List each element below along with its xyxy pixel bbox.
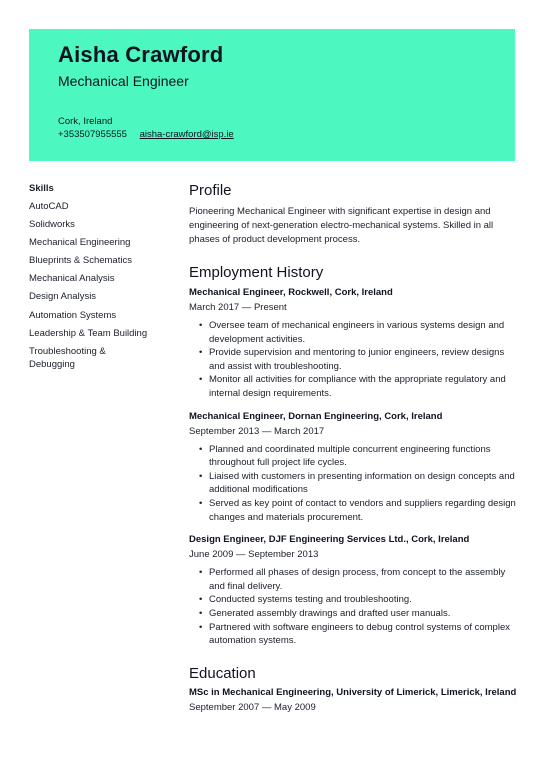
email-link[interactable]: aisha-crawford@isp.ie — [139, 129, 234, 140]
skill-item: Automation Systems — [29, 309, 117, 321]
candidate-name: Aisha Crawford — [58, 42, 224, 67]
job-dates: September 2013 — March 2017 — [189, 425, 325, 437]
bullet-item: • Oversee team of mechanical engineers in various systems design and development activities. — [209, 319, 519, 346]
skill-item: Leadership & Team Building — [29, 327, 148, 339]
bullet-item: • Planned and coordinated multiple concurrent engineering functions throughout full project life cycles. — [209, 443, 519, 470]
bullet-item: • Generated assembly drawings and drafted user manuals. — [209, 607, 519, 621]
job-title: Mechanical Engineer, Rockwell, Cork, Ireland — [189, 287, 393, 298]
profile-heading: Profile — [189, 182, 232, 199]
location: Cork, Ireland — [58, 116, 113, 127]
resume-header — [29, 29, 515, 161]
bullet-item: • Monitor all activities for compliance with the appropriate regulatory and internal design requirements. — [209, 373, 519, 400]
skill-item: Blueprints & Schematics — [29, 255, 132, 267]
job-title: Mechanical Engineer, Dornan Engineering, Cork, Ireland — [189, 410, 443, 422]
job-title: Design Engineer, DJF Engineering Services Ltd., Cork, Ireland — [189, 534, 470, 546]
skill-item: Design Analysis — [29, 291, 97, 303]
skill-item: AutoCAD — [29, 201, 69, 212]
bullet-item: • Partnered with software engineers to debug control systems of complex automation systems. — [209, 621, 519, 648]
main-content — [189, 182, 519, 713]
profile-text: Pioneering Mechanical Engineer with significant expertise in design and engineering of next-generation electro-mechanical systems. Skilled in all phases of product development process. — [189, 206, 494, 245]
bullet-item: • Performed all phases of design process, from concept to the assembly and final delivery. — [209, 566, 519, 593]
skill-item: Troubleshooting & Debugging — [29, 345, 106, 371]
phone: +353507955555 — [58, 129, 127, 140]
education-degree: MSc in Mechanical Engineering, University of Limerick, Limerick, Ireland — [189, 686, 517, 698]
job-bullets — [189, 566, 519, 648]
bullet-item: • Conducted systems testing and troubleshooting. — [209, 593, 519, 607]
sidebar — [29, 183, 169, 376]
job-bullets — [189, 443, 519, 525]
job-dates: June 2009 — September 2013 — [189, 549, 319, 561]
bullet-item: • Provide supervision and mentoring to junior engineers, review designs and assist with troubleshooting. — [209, 346, 519, 373]
skill-item: Solidworks — [29, 219, 75, 231]
education-dates: September 2007 — May 2009 — [189, 701, 316, 713]
job-entry — [189, 287, 519, 401]
job-entry — [189, 534, 519, 648]
contact-line — [58, 129, 234, 140]
bullet-item: • Liaised with customers in presenting information on design concepts and additional modifications — [209, 470, 519, 497]
candidate-title: Mechanical Engineer — [58, 73, 189, 89]
employment-heading: Employment History — [189, 264, 324, 281]
job-bullets — [189, 319, 519, 401]
skills-heading: Skills — [29, 183, 54, 194]
skill-item: Mechanical Engineering — [29, 237, 131, 249]
education-heading: Education — [189, 664, 256, 682]
job-dates: March 2017 — Present — [189, 302, 287, 313]
skill-item: Mechanical Analysis — [29, 273, 115, 285]
job-entry — [189, 411, 519, 525]
bullet-item: • Served as key point of contact to vendors and suppliers regarding design changes and materials procurement. — [209, 497, 519, 524]
